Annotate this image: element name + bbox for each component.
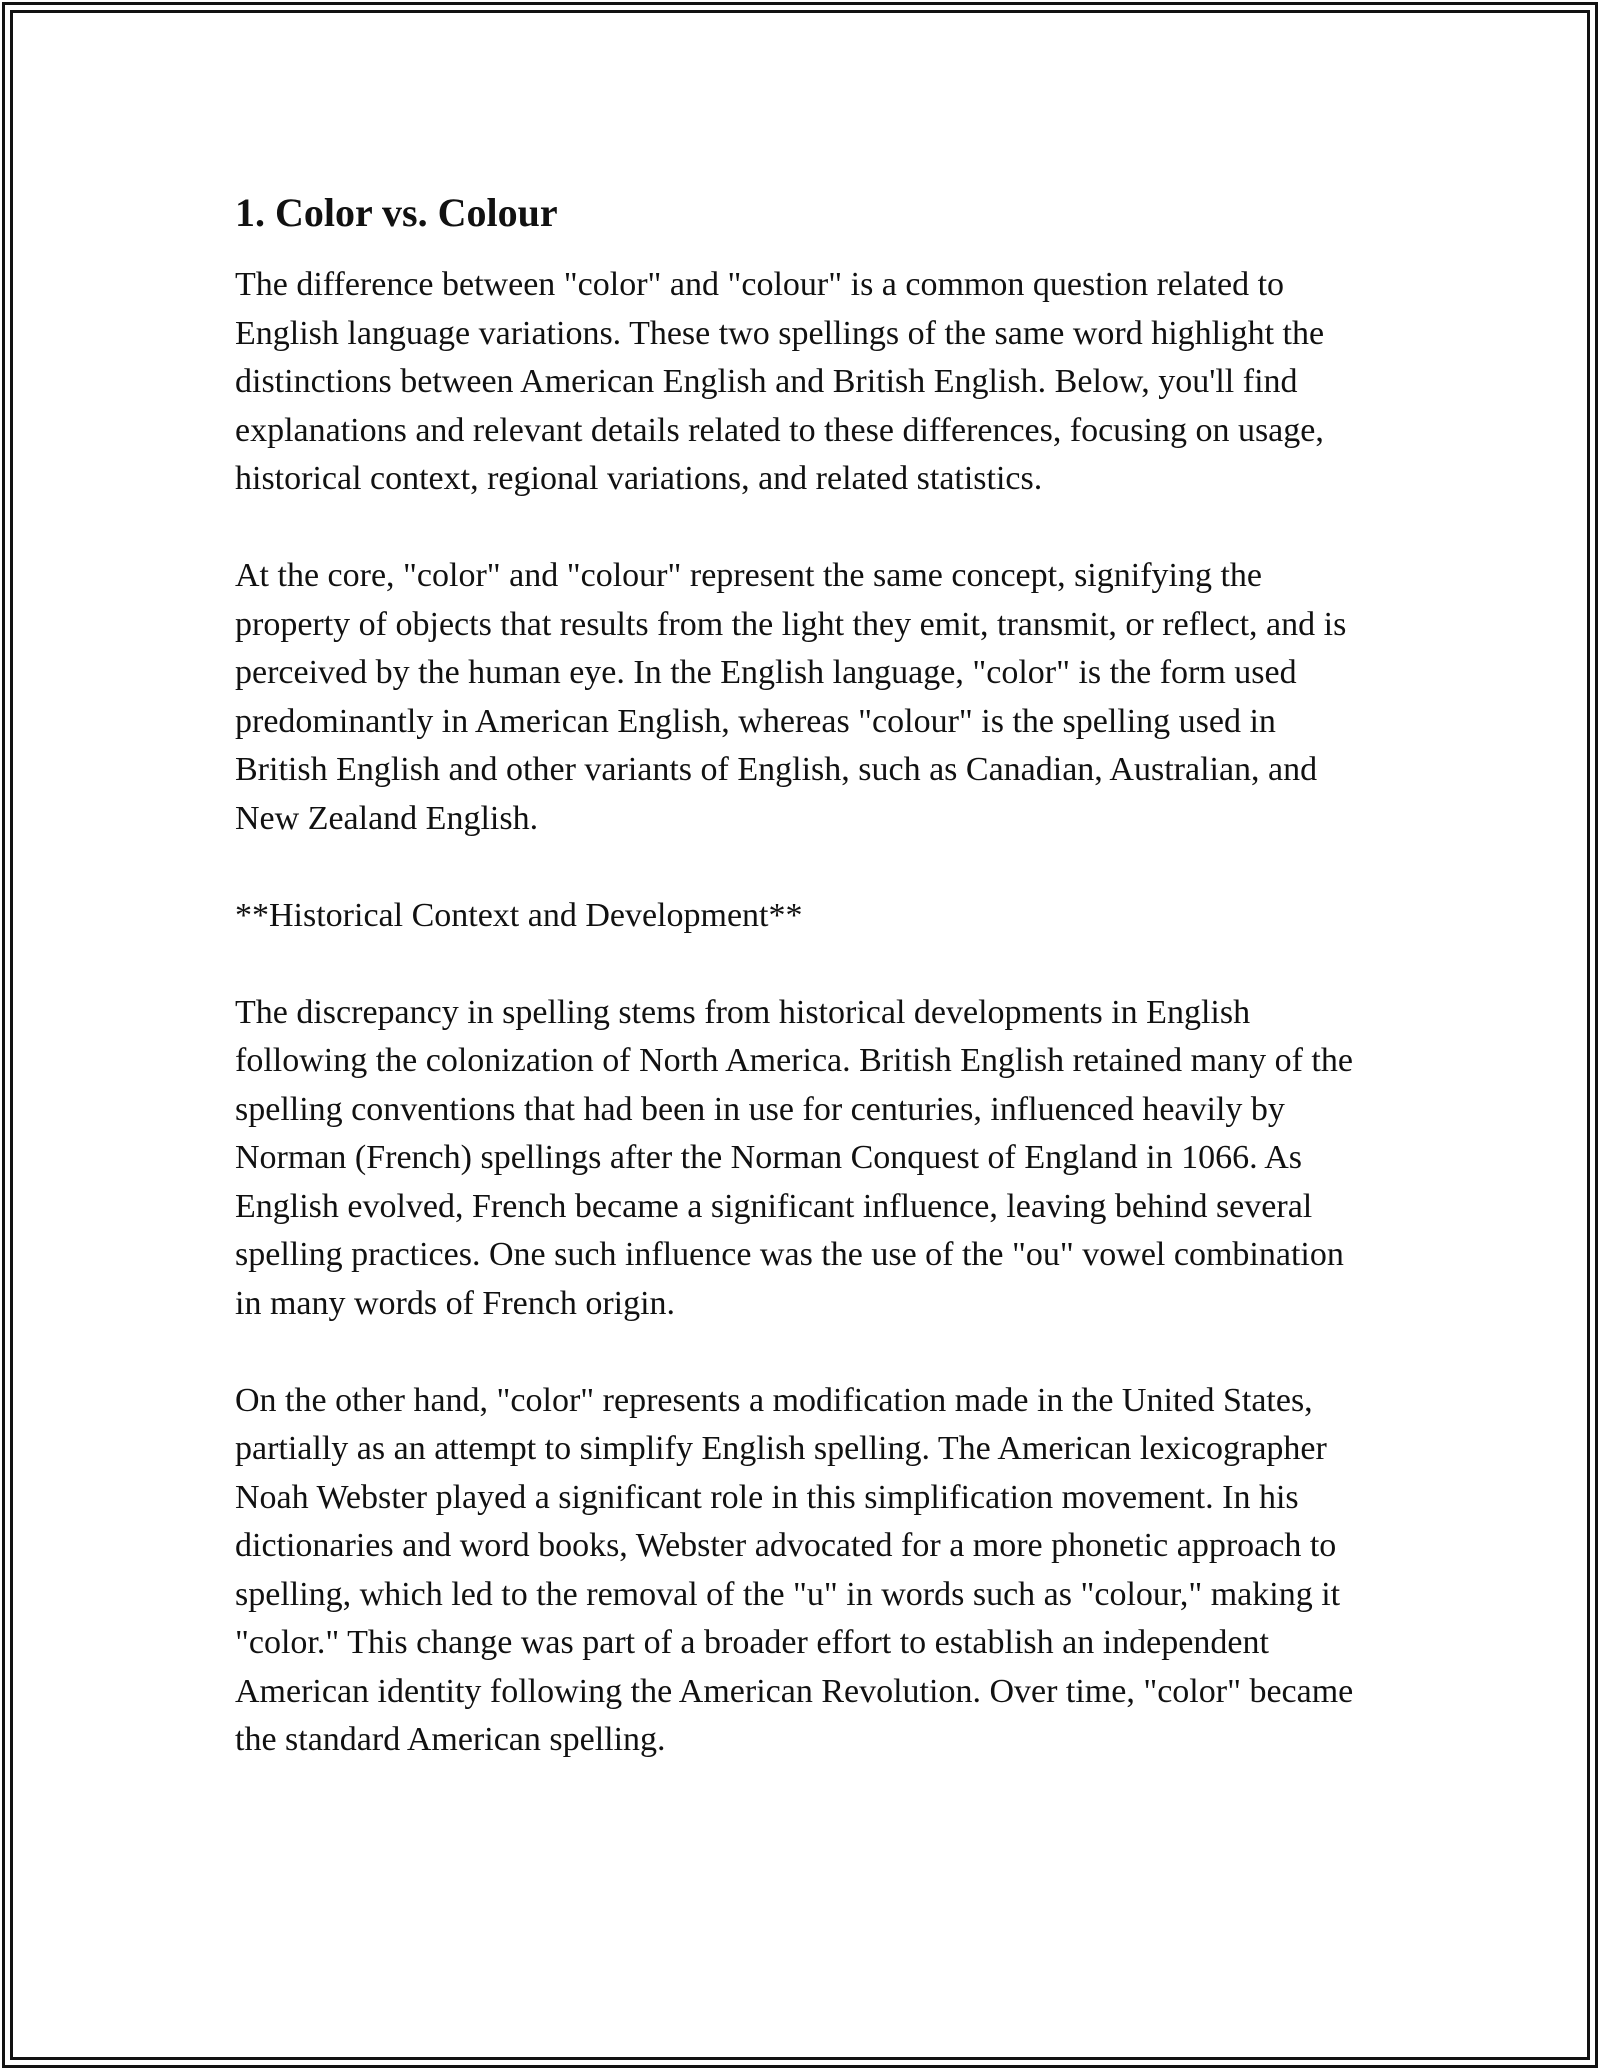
paragraph-intro: The difference between "color" and "colour" is a common question related to English language variations. These two spellings of the same word highlight the distinctions between American English and British English. Below, you'll find explanations and relevant details related to these differences, focusing on usage, historical context, regional variations, and related statistics. bbox=[235, 266, 1325, 497]
paragraph-core-meaning: At the core, "color" and "colour" represent the same concept, signifying the property of objects that results from the light they emit, transmit, or reflect, and is perceived by the human eye. In the English language, "color" is the form used predominantly in American English, whereas "colour" is the spelling used in British English and other variants of English, such as Canadian, Australian, and New Zealand English. bbox=[235, 557, 1347, 837]
paragraph-british-history: The discrepancy in spelling stems from historical developments in English following the colonization of North America. British English retained many of the spelling conventions that had been in use for centuries, influenced heavily by Norman (French) spellings after the Norman Conquest of England in 1066. As English evolved, French became a significant influence, leaving behind several spelling practices. One such influence was the use of the "ou" vowel combination in many words of French origin. bbox=[235, 993, 1353, 1322]
document-body bbox=[235, 185, 1370, 1813]
section-heading-historical-context: **Historical Context and Development** bbox=[235, 896, 803, 934]
paragraph-american-simplification: On the other hand, "color" represents a modification made in the United States, partially as an attempt to simplify English spelling. The American lexicographer Noah Webster played a significant role in this simplification movement. In his dictionaries and word books, Webster advocated for a more phonetic approach to spelling, which led to the removal of the "u" in words such as "colour," making it "color." This change was part of a broader effort to establish an independent American identity following the American Revolution. Over time, "color" became the standard American spelling. bbox=[235, 1381, 1354, 1758]
document-title: 1. Color vs. Colour bbox=[235, 190, 558, 235]
